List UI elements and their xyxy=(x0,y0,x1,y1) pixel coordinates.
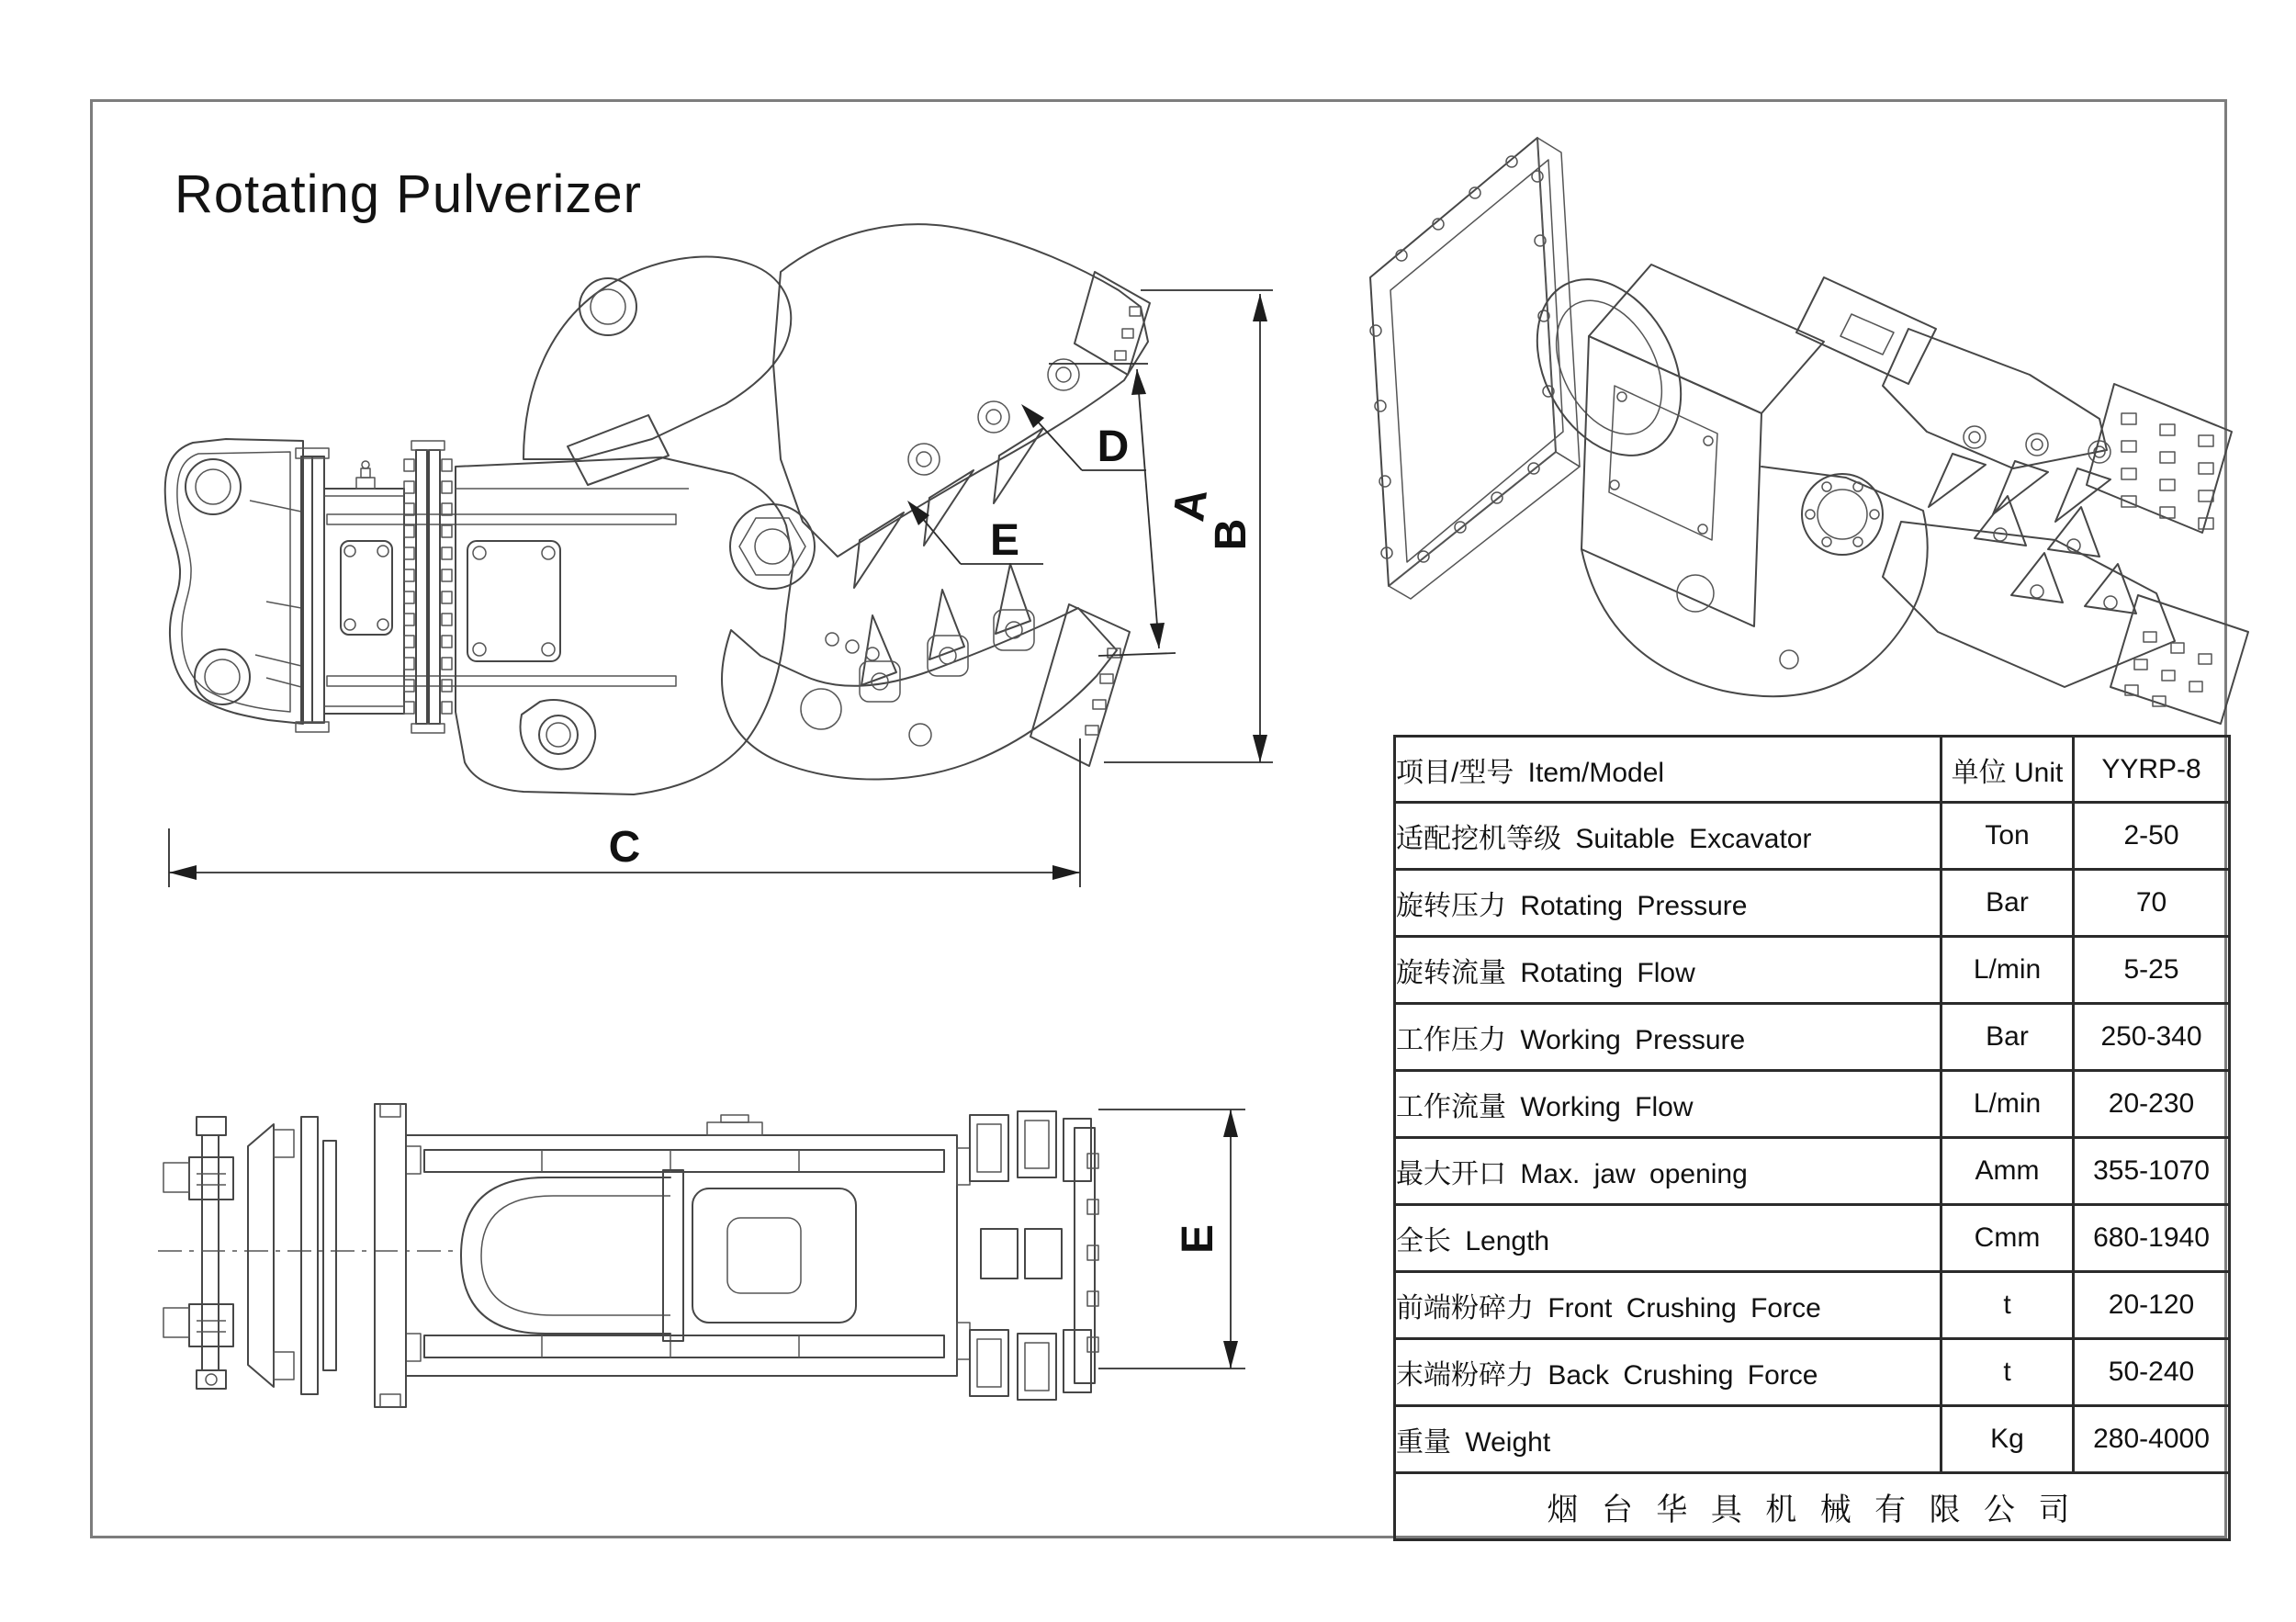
spec-unit: L/min xyxy=(1941,937,2074,1004)
rotator-ring-iso xyxy=(1508,254,1709,480)
company-name: 烟 台 华 具 机 械 有 限 公 司 xyxy=(1395,1473,2230,1540)
table-row xyxy=(1395,870,2230,937)
table-row xyxy=(1395,1272,2230,1339)
spec-item: 前端粉碎力 Front Crushing Force xyxy=(1395,1272,1941,1339)
pivot-pin-assembly xyxy=(163,1117,233,1389)
teeth-blocks-bottom xyxy=(957,1111,1098,1400)
spec-value: 2-50 xyxy=(2074,803,2230,870)
spec-value: 355-1070 xyxy=(2074,1138,2230,1205)
table-header-row xyxy=(1395,737,2230,803)
dim-label-a: A xyxy=(1165,486,1218,524)
table-row xyxy=(1395,803,2230,870)
spec-value: 5-25 xyxy=(2074,937,2230,1004)
dimension-d xyxy=(1021,404,1146,471)
dimension-b xyxy=(1104,290,1273,762)
table-row xyxy=(1395,1339,2230,1406)
lower-bolt-boss xyxy=(521,700,596,770)
spec-item: 最大开口 Max. jaw opening xyxy=(1395,1138,1941,1205)
spec-unit: Ton xyxy=(1941,803,2074,870)
spec-item: 重量 Weight xyxy=(1395,1406,1941,1473)
side-view-drawing xyxy=(138,184,1286,909)
dimension-c xyxy=(169,738,1080,887)
spec-unit: Amm xyxy=(1941,1138,2074,1205)
body-iso xyxy=(1581,265,1936,696)
lower-jaw xyxy=(722,564,1130,780)
table-row xyxy=(1395,1004,2230,1071)
spec-item: 工作流量 Working Flow xyxy=(1395,1071,1941,1138)
jaw-tooth xyxy=(929,590,964,659)
jaw-tooth xyxy=(994,428,1043,503)
spec-unit: t xyxy=(1941,1339,2074,1406)
spec-item: 旋转压力 Rotating Pressure xyxy=(1395,870,1941,937)
table-row xyxy=(1395,1071,2230,1138)
header-item-model: 项目/型号 Item/Model xyxy=(1395,737,1941,803)
table-footer-row xyxy=(1395,1473,2230,1540)
link-bracket xyxy=(568,415,669,485)
table-row xyxy=(1395,1205,2230,1272)
spec-item: 工作压力 Working Pressure xyxy=(1395,1004,1941,1071)
dim-label-e: E xyxy=(989,516,1020,565)
table-row xyxy=(1395,937,2230,1004)
main-housing xyxy=(456,457,793,794)
table-row xyxy=(1395,1406,2230,1473)
upper-link-arm xyxy=(523,257,791,485)
spec-value: 680-1940 xyxy=(2074,1205,2230,1272)
dim-label-d: D xyxy=(1097,422,1130,471)
spec-unit: L/min xyxy=(1941,1071,2074,1138)
spec-value: 70 xyxy=(2074,870,2230,937)
dim-label-c: C xyxy=(608,823,641,872)
jaw-tooth xyxy=(854,513,904,588)
jaw-tooth xyxy=(996,564,1030,634)
rotator-flange xyxy=(404,441,452,733)
spec-unit: t xyxy=(1941,1272,2074,1339)
grease-nipple xyxy=(356,461,375,489)
spec-item: 全长 Length xyxy=(1395,1205,1941,1272)
spec-value: 50-240 xyxy=(2074,1339,2230,1406)
spec-value: 20-230 xyxy=(2074,1071,2230,1138)
isometric-view-drawing xyxy=(1332,83,1965,716)
spec-table xyxy=(1393,735,2231,1541)
spec-item: 末端粉碎力 Back Crushing Force xyxy=(1395,1339,1941,1406)
table-row xyxy=(1395,1138,2230,1205)
dim-label-e-bottom: E xyxy=(1174,1223,1222,1255)
spec-value: 280-4000 xyxy=(2074,1406,2230,1473)
mount-bracket-side xyxy=(165,439,303,724)
header-unit: 单位 Unit xyxy=(1941,737,2074,803)
mount-plate-iso xyxy=(1370,138,1580,599)
spec-item: 旋转流量 Rotating Flow xyxy=(1395,937,1941,1004)
spec-unit: Kg xyxy=(1941,1406,2074,1473)
header-model-value: YYRP-8 xyxy=(2074,737,2230,803)
upper-jaw xyxy=(773,224,1150,588)
bottom-view-drawing xyxy=(156,1093,1258,1414)
bracket-plates-bottom xyxy=(248,1117,336,1394)
spec-unit: Cmm xyxy=(1941,1205,2074,1272)
dim-label-b: B xyxy=(1207,518,1255,551)
flange-plate-bottom xyxy=(375,1104,421,1407)
page-title: Rotating Pulverizer xyxy=(174,164,642,224)
dimension-a xyxy=(1049,364,1217,656)
dimension-e-bottom xyxy=(1098,1109,1245,1369)
jaw-tooth xyxy=(924,470,974,546)
spec-value: 20-120 xyxy=(2074,1272,2230,1339)
spec-value: 250-340 xyxy=(2074,1004,2230,1071)
spec-unit: Bar xyxy=(1941,870,2074,937)
body-bottom xyxy=(406,1115,957,1376)
spec-item: 适配挖机等级 Suitable Excavator xyxy=(1395,803,1941,870)
spec-unit: Bar xyxy=(1941,1004,2074,1071)
